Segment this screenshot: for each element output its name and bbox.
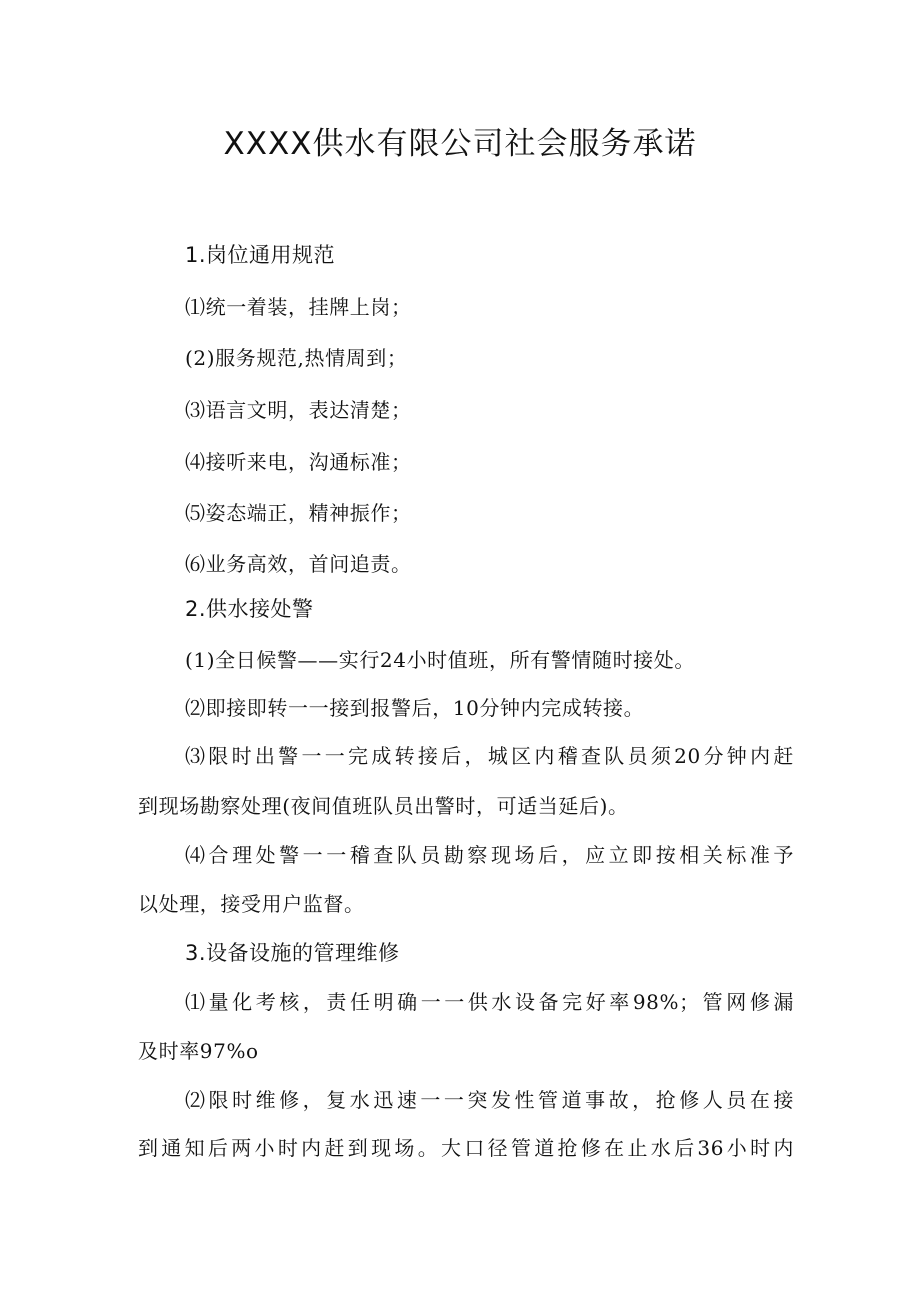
section-1-item-6: ⑹业务高效，首问追责。 (185, 552, 412, 576)
section-2-paragraph-3-line-2: 到现场勘察处理(夜间值班队员出警时，可适当延后)。 (138, 794, 629, 818)
section-2-paragraph-3-line-1: ⑶限时出警一一完成转接后，城区内稽查队员须20分钟内赶 (185, 744, 794, 768)
section-2-heading: 2.供水接处警 (185, 597, 314, 621)
section-3-paragraph-2-line-1: ⑵限时维修，复水迅速一一突发性管道事故，抢修人员在接 (185, 1088, 794, 1112)
section-2-paragraph-2: ⑵即接即转一一接到报警后，10分钟内完成转接。 (185, 696, 645, 720)
section-1-item-5: ⑸姿态端正，精神振作； (185, 501, 412, 525)
section-3-paragraph-1-line-2: 及时率97%o (138, 1039, 259, 1063)
section-1-item-2: (2)服务规范,热情周到； (185, 346, 408, 370)
section-1-heading: 1.岗位通用规范 (185, 243, 336, 267)
section-3-paragraph-2-line-2: 到通知后两小时内赶到现场。大口径管道抢修在止水后36小时内 (138, 1136, 794, 1160)
section-1-item-3: ⑶语言文明，表达清楚； (185, 398, 412, 422)
section-2-paragraph-1: (1)全日候警——实行24小时值班，所有警情随时接处。 (185, 648, 695, 672)
section-1-item-1: ⑴统一着装，挂牌上岗； (185, 295, 412, 319)
section-2-paragraph-4-line-2: 以处理，接受用户监督。 (138, 892, 365, 916)
section-2-paragraph-4-line-1: ⑷合理处警一一稽查队员勘察现场后，应立即按相关标准予 (185, 843, 794, 867)
section-1-item-4: ⑷接听来电，沟通标准； (185, 450, 412, 474)
section-3-heading: 3.设备设施的管理维修 (185, 941, 400, 965)
document-title: XXXX供水有限公司社会服务承诺 (223, 126, 697, 162)
section-3-paragraph-1-line-1: ⑴量化考核，责任明确一一供水设备完好率98%；管网修漏 (185, 990, 794, 1014)
